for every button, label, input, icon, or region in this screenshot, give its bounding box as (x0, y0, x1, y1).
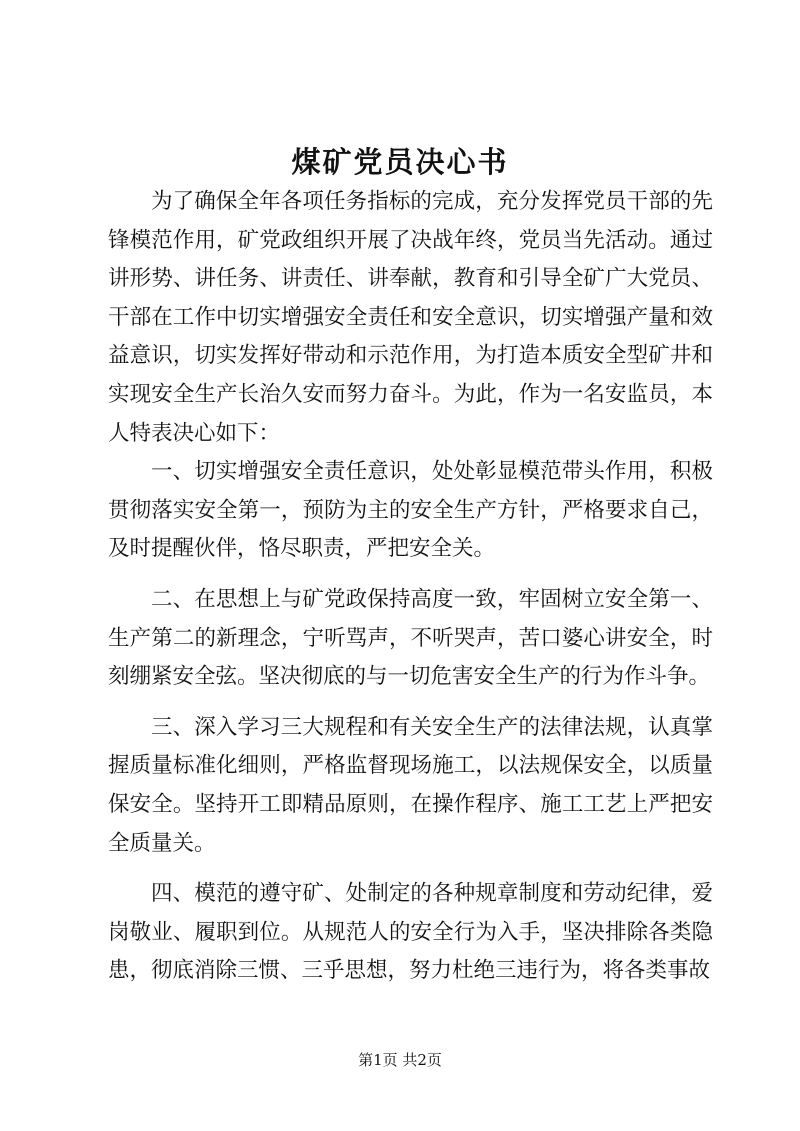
page-number-footer: 第1页 共2页 (358, 1051, 442, 1069)
document-title: 煤矿党员决心书 (291, 145, 509, 179)
paragraph-intro: 为了确保全年各项任务指标的完成，充分发挥党员干部的先锋模范作用，矿党政组织开展了决战年终，党员当先活动。通过讲形势、讲任务、讲责任、讲奉献，教育和引导全矿广大党员、干部在工作中切实增强安全责任和安全意识，切实增强产量和效益意识，切实发挥好带动和示范作用，为打造本质安全型矿井和实现安全生产长治久安而努力奋斗。为此，作为一名安监员，本人特表决心如下： (108, 189, 713, 446)
paragraph-point-4: 四、模范的遵守矿、处制定的各种规章制度和劳动纪律，爱岗敬业、履职到位。从规范人的安全行为入手，坚决排除各类隐患，彻底消除三惯、三乎思想，努力杜绝三违行为，将各类事故 (108, 881, 713, 984)
paragraph-point-2: 二、在思想上与矿党政保持高度一致，牢固树立安全第一、生产第二的新理念，宁听骂声，不听哭声，苦口婆心讲安全，时刻绷紧安全弦。坚决彻底的与一切危害安全生产的行为作斗争。 (108, 586, 713, 690)
paragraph-point-3: 三、深入学习三大规程和有关安全生产的法律法规，认真掌握质量标准化细则，严格监督现场施工，以法规保安全，以质量保安全。坚持开工即精品原则，在操作程序、施工工艺上严把安全质量关。 (108, 714, 713, 856)
document-body (108, 183, 713, 991)
paragraph-point-1: 一、切实增强安全责任意识，处处彰显模范带头作用，积极贯彻落实安全第一，预防为主的安全生产方针，严格要求自己，及时提醒伙伴，恪尽职责，严把安全关。 (108, 459, 713, 562)
